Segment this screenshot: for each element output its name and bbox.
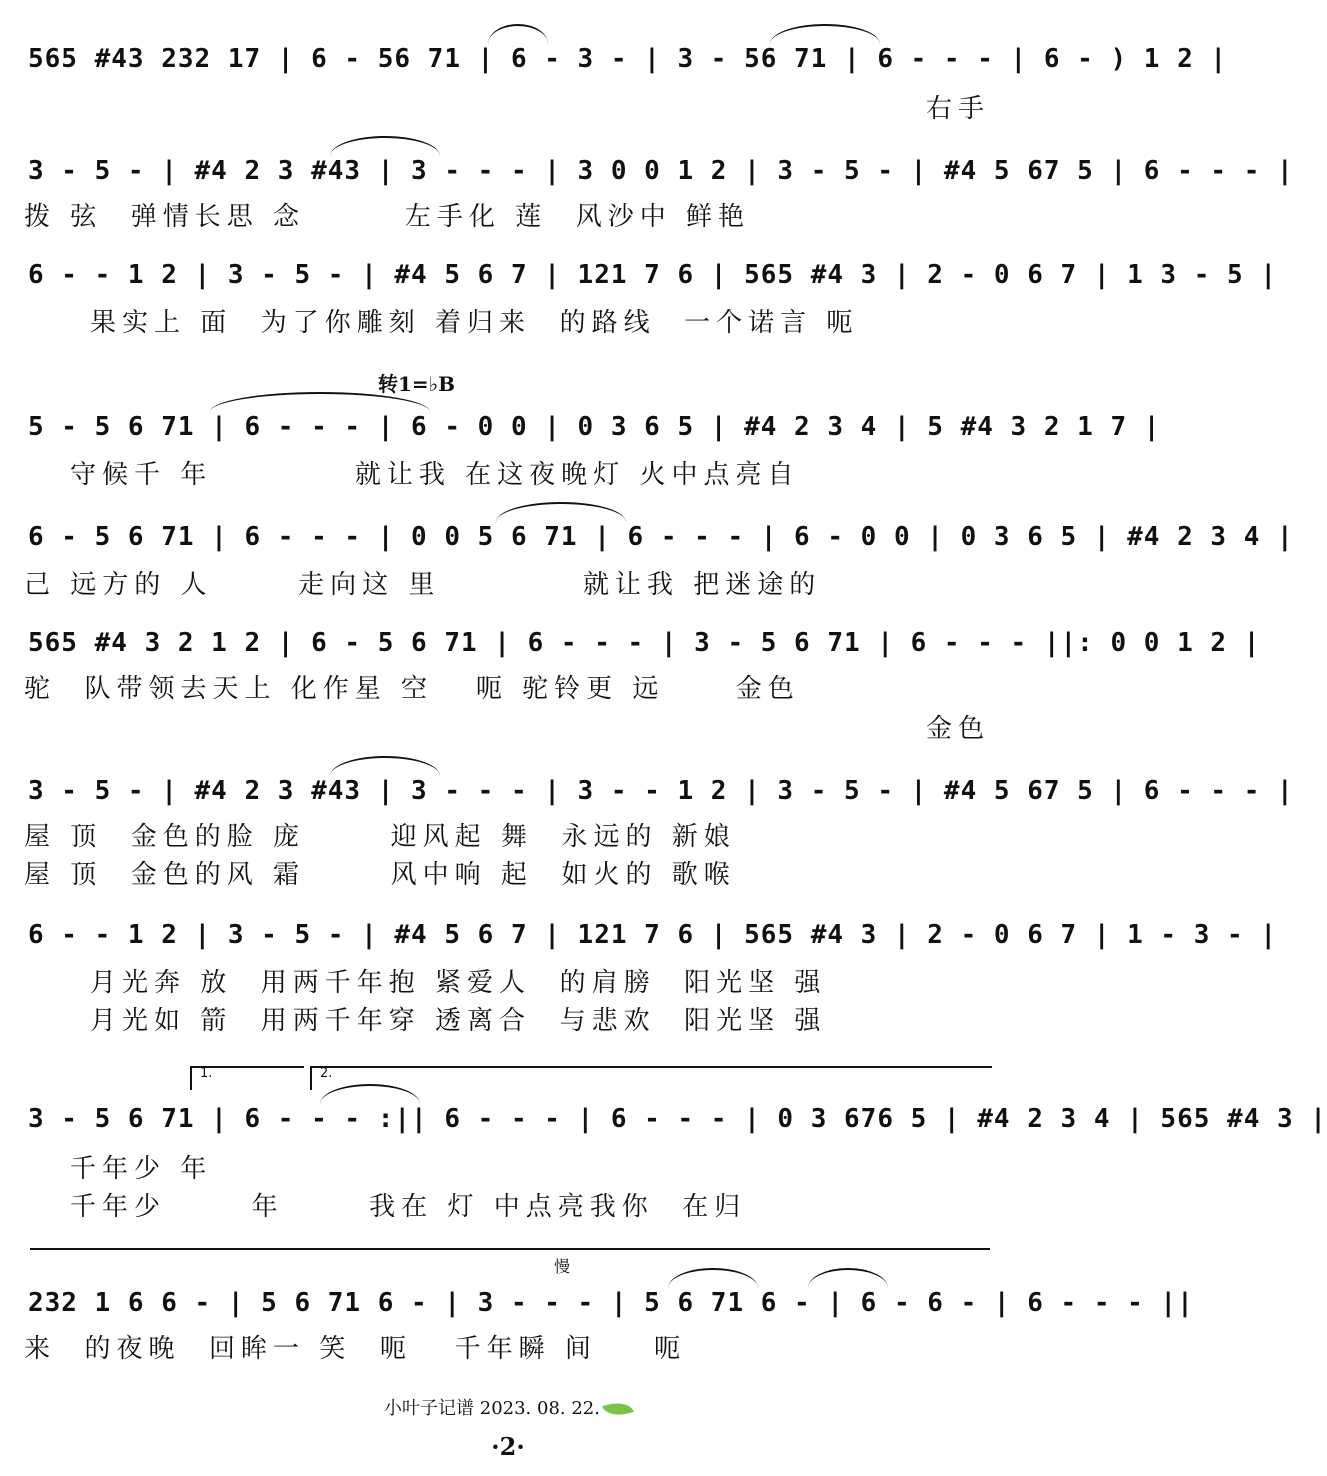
notation-line: 6 - - 1 2 | 3 - 5 - | #4 5 6 7 | 121 7 6 | 565 #4 3 | 2 - 0 6 7 | 1 3 - 5 | xyxy=(28,260,1277,290)
notation-line: 6 - - 1 2 | 3 - 5 - | #4 5 6 7 | 121 7 6 | 565 #4 3 | 2 - 0 6 7 | 1 - 3 - | xyxy=(28,920,1277,950)
slur xyxy=(668,1268,758,1288)
lyrics-line: 千年少 年 我在 灯 中点亮我你 在归 xyxy=(70,1192,747,1222)
slur xyxy=(496,502,626,522)
slur xyxy=(488,24,548,44)
lyrics-line: 果实上 面 为了你雕刻 着归来 的路线 一个诺言 呃 xyxy=(90,308,859,338)
slur xyxy=(770,24,880,44)
lyrics-line: 右手 xyxy=(925,94,990,124)
lyrics-line: 金色 xyxy=(925,714,990,744)
lyrics-line: 来 的夜晚 回眸一 笑 呃 千年瞬 间 呃 xyxy=(24,1334,686,1364)
lyrics-line: 月光奔 放 用两千年抱 紧爱人 的肩膀 阳光坚 强 xyxy=(90,968,827,998)
key-change-annotation: 转1=♭B xyxy=(378,372,456,396)
lyrics-line: 驼 队带领去天上 化作星 空 呃 驼铃更 远 金色 xyxy=(24,674,800,704)
page-number: ·2· xyxy=(491,1432,525,1461)
lyrics-line: 守候千 年 就让我 在这夜晚灯 火中点亮自 xyxy=(70,460,800,490)
slur xyxy=(330,136,440,156)
notation-line: 565 #4 3 2 1 2 | 6 - 5 6 71 | 6 - - - | 3 - 5 6 71 | 6 - - - ||: 0 0 1 2 | xyxy=(28,628,1261,658)
lyrics-line: 月光如 箭 用两千年穿 透离合 与悲欢 阳光坚 强 xyxy=(90,1006,827,1036)
notation-line: 3 - 5 6 71 | 6 - - - :|| 6 - - - | 6 - - - | 0 3 676 5 | #4 2 3 4 | 565 #4 3 | xyxy=(28,1104,1327,1134)
tempo-mark: 慢 xyxy=(554,1257,571,1276)
notation-line: 5 - 5 6 71 | 6 - - - | 6 - 0 0 | 0 3 6 5 | #4 2 3 4 | 5 #4 3 2 1 7 | xyxy=(28,412,1161,442)
notation-line: 3 - 5 - | #4 2 3 #43 | 3 - - - | 3 0 0 1 2 | 3 - 5 - | #4 5 67 5 | 6 - - - | xyxy=(28,156,1294,186)
lyrics-line: 千年少 年 xyxy=(70,1154,213,1184)
notation-line: 565 #43 232 17 | 6 - 56 71 | 6 - 3 - | 3 - 56 71 | 6 - - - | 6 - ) 1 2 | xyxy=(28,44,1228,74)
volta-1: 1. xyxy=(190,1066,304,1090)
line-bracket xyxy=(30,1248,990,1250)
lyrics-line: 屋 顶 金色的脸 庞 迎风起 舞 永远的 新娘 xyxy=(24,822,736,852)
credit-line xyxy=(0,1394,1016,1420)
slur xyxy=(808,1268,888,1288)
credit-text: 小叶子记谱 2023. 08. 22. xyxy=(384,1398,600,1419)
notation-line: 3 - 5 - | #4 2 3 #43 | 3 - - - | 3 - - 1 2 | 3 - 5 - | #4 5 67 5 | 6 - - - | xyxy=(28,776,1294,806)
lyrics-line: 己 远方的 人 走向这 里 就让我 把迷途的 xyxy=(24,570,822,600)
lyrics-line: 屋 顶 金色的风 霜 风中响 起 如火的 歌喉 xyxy=(24,860,736,890)
notation-line: 6 - 5 6 71 | 6 - - - | 0 0 5 6 71 | 6 - - - | 6 - 0 0 | 0 3 6 5 | #4 2 3 4 | xyxy=(28,522,1294,552)
volta-2: 2. xyxy=(310,1066,992,1090)
lyrics-line: 拨 弦 弹情长思 念 左手化 莲 风沙中 鲜艳 xyxy=(24,202,750,232)
notation-line: 232 1 6 6 - | 5 6 71 6 - | 3 - - - | 5 6 71 6 - | 6 - 6 - | 6 - - - || xyxy=(28,1288,1194,1318)
slur xyxy=(330,756,440,776)
leaf-icon xyxy=(602,1397,634,1422)
